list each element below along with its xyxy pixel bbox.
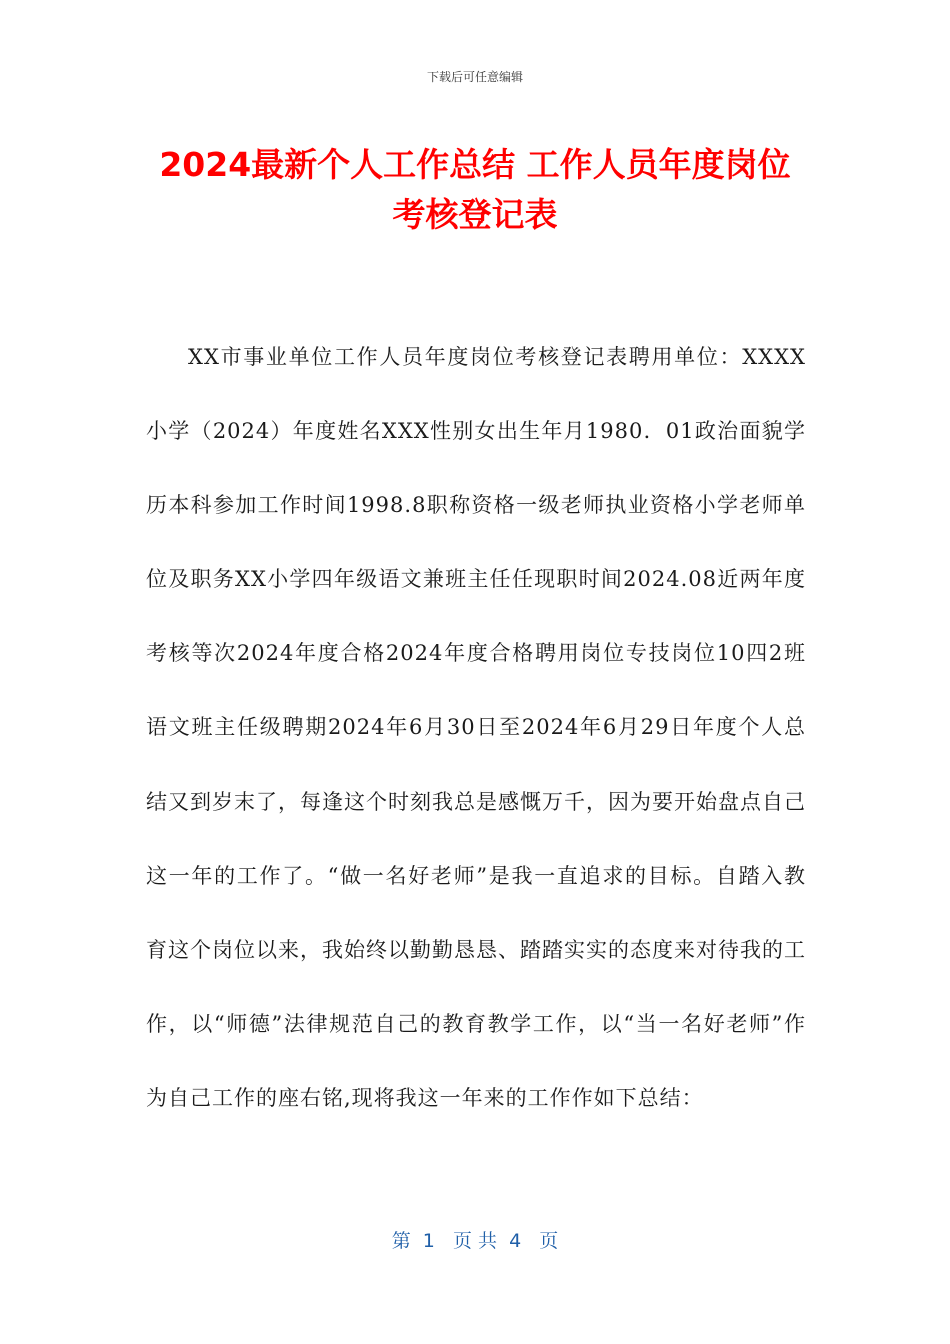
page-number-footer: 第 1 页 共 4 页 — [391, 1230, 559, 1252]
header-note: 下载后可任意编辑 — [426, 70, 523, 84]
body-paragraph: XX市事业单位工作人员年度岗位考核登记表聘用单位：XXXX小学（2024）年度姓名XXX性别女出生年月1980．01政治面貌学历本科参加工作时间1998.8职称资格一级老师执业资格小学老师单位及职务XX小学四年级语文兼班主任任现职时间2024.08近两年度考核等次2024年度合格2024年度合格聘用岗位专技岗位10四2班语文班主任级聘期2024年6月30日至2024年6月29日年度个人总结又到岁末了，每逢这个时刻我总是感慨万千，因为要开始盘点自己这一年的工作了。“做一名好老师”是我一直追求的目标。自踏入教育这个岗位以来，我始终以勤勤恳恳、踏踏实实的态度来对待我的工作，以“师德”法律规范自己的教育教学工作，以“当一名好老师”作为自己工作的座右铭,现将我这一年来的工作作如下总结： — [146, 345, 806, 1110]
document-title — [130, 140, 820, 240]
document-title-line-2: 考核登记表 — [392, 195, 558, 234]
document-title-line-1: 2024最新个人工作总结 工作人员年度岗位 — [159, 145, 791, 184]
